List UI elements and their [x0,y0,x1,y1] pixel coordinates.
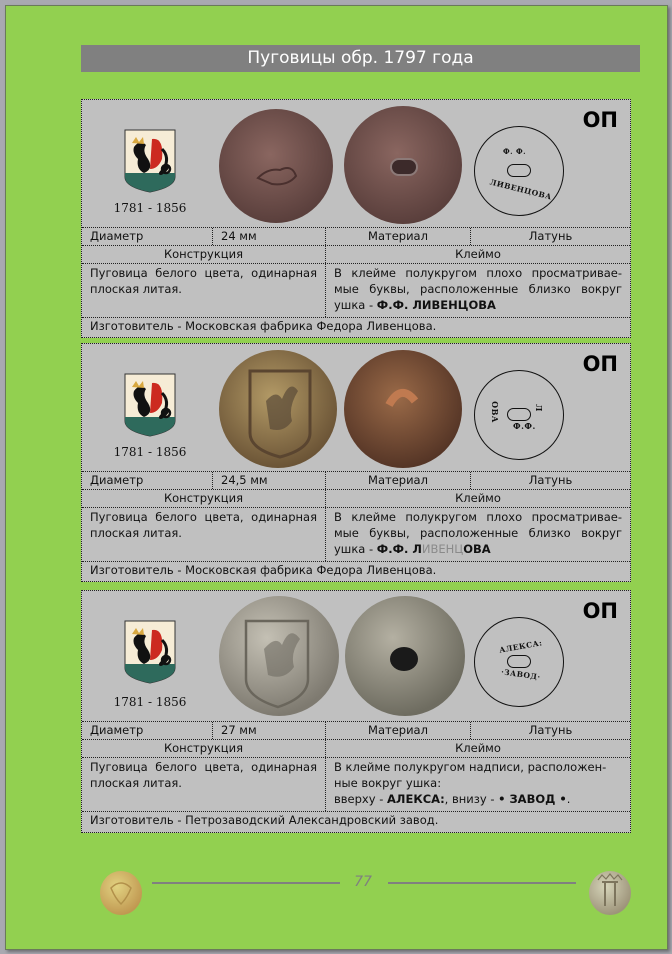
stamp-top-text: АЛЕКСА: [498,638,544,655]
construction-header: Конструкция [163,491,243,505]
stamp-left-text: ОВА [489,401,500,423]
eagle-button-icon [99,870,143,916]
page-number: 77 [354,874,372,890]
stamp-text: В клейме полукругом плохо просматривае-мые буквы, расположенные близко вокруг ушка - Ф.Ф. ЛИВЕНЦОВА [325,264,630,317]
button-front-image [218,349,338,469]
stamp-bottom-text: Ф.Ф. [513,421,536,431]
button-back-image [343,105,463,225]
badge-op: ОП [582,108,618,132]
button-front-image [218,108,334,224]
stamp-drawing [474,126,564,216]
diameter-value: 24 мм [212,228,325,245]
maker-text: Изготовитель - Петрозаводский Александровский завод. [90,813,439,827]
construction-header: Конструкция [163,247,243,261]
shank-eye-icon [507,655,531,668]
footer-rule-left [152,882,340,884]
stamp-bottom-text: ЛИВЕНЦОВА [488,177,553,202]
material-value: Латунь [470,228,630,245]
stamp-header: Клеймо [325,490,630,507]
maker-text: Изготовитель - Московская фабрика Федора Ливенцова. [90,319,437,333]
material-value: Латунь [470,722,630,739]
badge-op: ОП [582,599,618,623]
stamp-drawing [474,617,564,707]
stamp-text: В клейме полукругом плохо просматривае-мые буквы, расположенные близко вокруг ушка - Ф.Ф. ЛИВЕНЦОВА [325,508,630,561]
button-card-1 [81,99,631,338]
years-label: 1781 - 1856 [113,445,187,459]
button-card-2 [81,343,631,582]
diameter-value: 27 мм [212,722,325,739]
construction-header: Конструкция [163,741,243,755]
coat-of-arms-icon [124,129,176,193]
monogram-button-icon [588,870,632,916]
coat-of-arms-icon [124,620,176,684]
badge-op: ОП [582,352,618,376]
material-label: Материал [325,472,470,489]
construction-text: Пуговица белого цвета, одинарная плоская литая. [90,510,317,540]
stamp-bottom-text: ·ЗАВОД· [500,667,542,682]
button-back-image [343,349,463,469]
button-front-image [218,595,340,717]
coat-of-arms-icon [124,373,176,437]
construction-text: Пуговица белого цвета, одинарная плоская литая. [90,760,317,790]
diameter-label: Диаметр [90,229,144,243]
material-value: Латунь [470,472,630,489]
stamp-right-text: Л [533,404,544,412]
years-label: 1781 - 1856 [113,201,187,215]
stamp-header: Клеймо [325,246,630,263]
construction-text: Пуговица белого цвета, одинарная плоская литая. [90,266,317,296]
material-label: Материал [325,722,470,739]
years-label: 1781 - 1856 [113,695,187,709]
button-card-3 [81,590,631,833]
diameter-label: Диаметр [90,473,144,487]
shank-eye-icon [507,164,531,177]
stamp-drawing [474,370,564,460]
material-label: Материал [325,228,470,245]
shank-eye-icon [507,408,531,421]
maker-text: Изготовитель - Московская фабрика Федора Ливенцова. [90,563,437,577]
page-title: Пуговицы обр. 1797 года [81,45,640,72]
button-back-image [344,595,466,717]
diameter-label: Диаметр [90,723,144,737]
stamp-text: В клейме полукругом надписи, расположен-ные вокруг ушка: вверху - АЛЕКСА:, внизу - • ЗАВОД •. [325,758,630,811]
stamp-header: Клеймо [325,740,630,757]
footer-rule-right [388,882,576,884]
diameter-value: 24,5 мм [212,472,325,489]
stamp-top-text: Ф. Ф. [503,147,527,156]
